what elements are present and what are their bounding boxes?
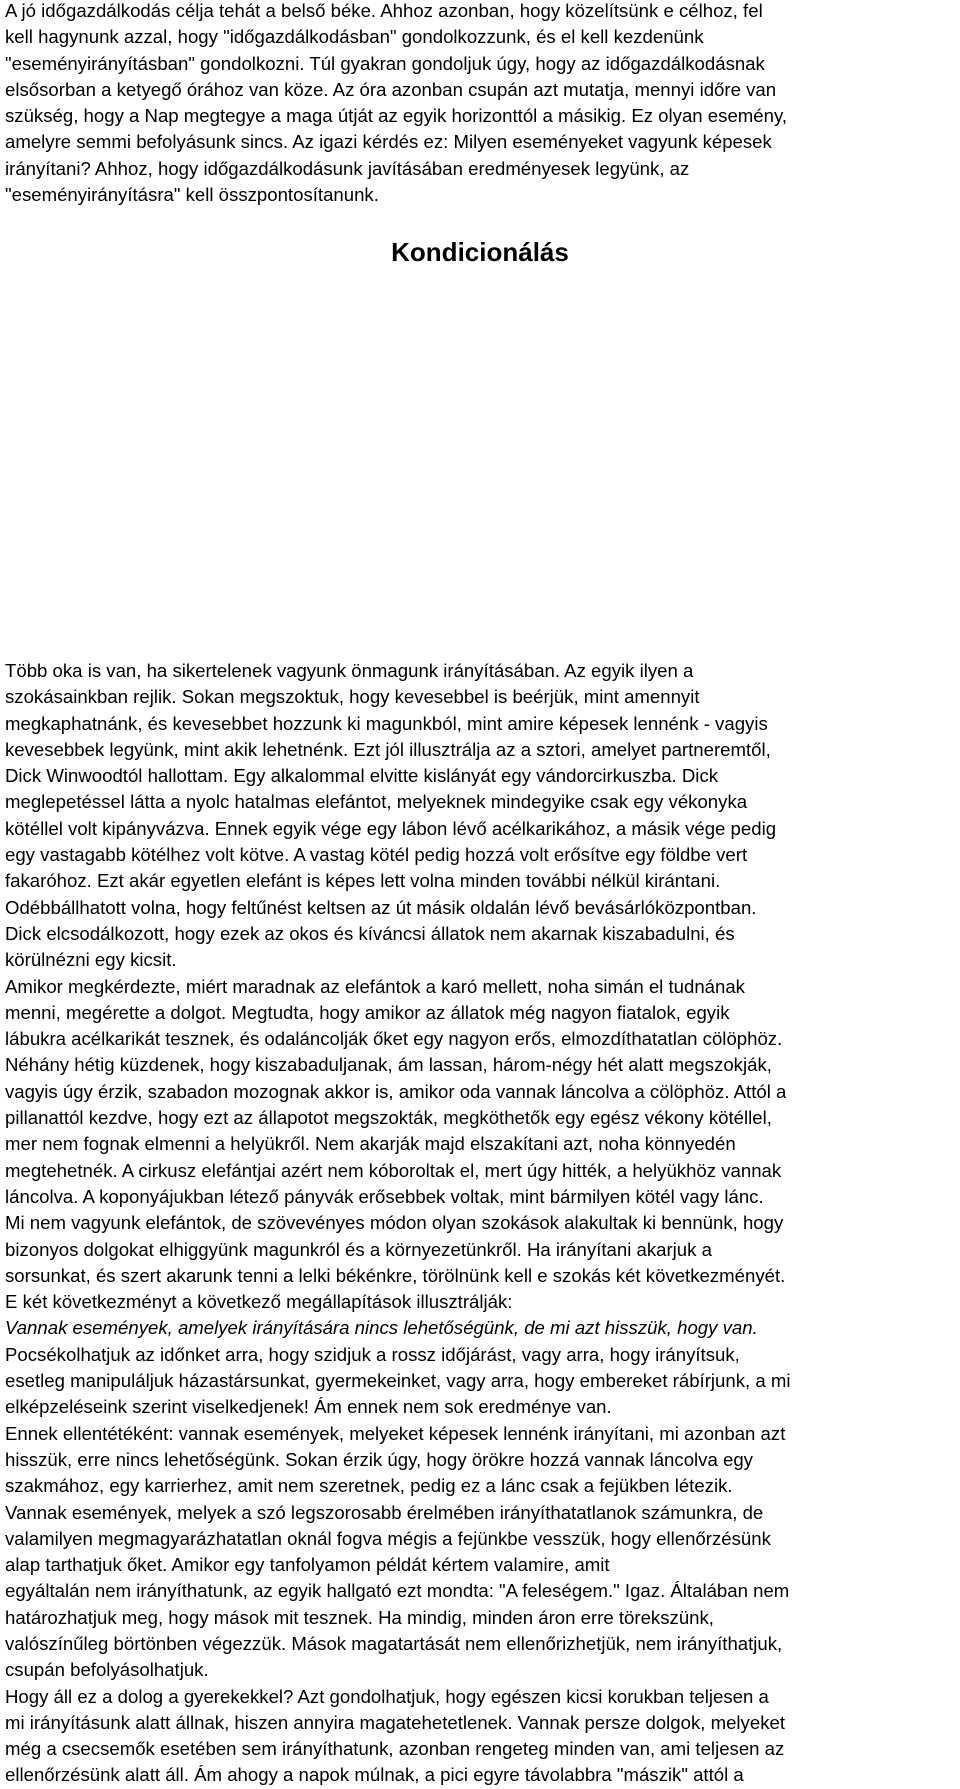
text-line: csupán befolyásolhatjuk.: [5, 1659, 209, 1681]
text-line: Hogy áll ez a dolog a gyerekekkel? Azt gondolhatjuk, hogy egészen kicsi korukban teljesen a: [5, 1685, 769, 1707]
text-line: határozhatjuk meg, hogy mások mit tesznek. Ha mindig, minden áron erre törekszünk,: [5, 1606, 714, 1628]
text-line: Dick Winwoodtól hallottam. Egy alkalommal elvitte kislányát egy vándorcirkuszba. Dick: [5, 765, 719, 787]
text-line: kell hagynunk azzal, hogy "időgazdálkodásban" gondolkozzunk, és el kell kezdenünk: [5, 26, 704, 48]
text-line: vagyis úgy érzik, szabadon mozognak akkor is, amikor oda vannak láncolva a cölöphöz. Attól a: [5, 1080, 787, 1102]
text-line: kötéllel volt kipányvázva. Ennek egyik vége egy lábon lévő acélkarikához, a másik vége pedig: [5, 817, 777, 839]
body-text: [5, 658, 960, 1789]
text-line: Pocsékolhatjuk az időnket arra, hogy szidjuk a rossz időjárást, vagy arra, hogy irányítsuk,: [5, 1343, 740, 1365]
text-line: sorsunkat, és szert akarunk tenni a lelki békénkre, törölnünk kell e szokás két következményét.: [5, 1264, 786, 1286]
text-line: Vannak események, amelyek irányítására nincs lehetőségünk, de mi azt hisszük, hogy van.: [5, 1317, 758, 1339]
text-line: megkaphatnánk, és kevesebbet hozzunk ki magunkból, mint amire képesek lennénk - vagyis: [5, 712, 768, 734]
text-line: elképzeléseink szerint viselkedjenek! Ám ennek nem sok eredménye van.: [5, 1396, 612, 1418]
text-line: mer nem fognak elmenni a helyükről. Nem akarják majd elszakítani azt, noha könnyedén: [5, 1133, 736, 1155]
text-line: E két következményt a következő megállapítások illusztrálják:: [5, 1291, 513, 1313]
text-line: "eseményirányításban" gondolkozni. Túl gyakran gondoljuk úgy, hogy az időgazdálkodásnak: [5, 52, 765, 74]
text-line: valószínűleg börtönben végezzük. Mások magatartását nem ellenőrizhetjük, nem irányíthatjuk,: [5, 1632, 783, 1654]
section-title: Kondicionálás: [391, 237, 569, 267]
text-line: Ennek ellentétéként: vannak események, melyeket képesek lennénk irányítani, mi azonban azt: [5, 1422, 786, 1444]
text-line: valamilyen megmagyarázhatatlan oknál fogva mégis a fejünkbe vesszük, hogy ellenőrzésünk: [5, 1527, 771, 1549]
text-line: ellenőrzésünk alatt áll. Ám ahogy a napok múlnak, a pici egyre távolabbra "mászik" attól a: [5, 1764, 744, 1786]
text-line: szükség, hogy a Nap megtegye a maga útját az egyik horizonttól a másikig. Ez olyan esemény,: [5, 105, 788, 127]
text-line: esetleg manipuláljuk házastársunkat, gyermekeinket, vagy arra, hogy embereket rábírjunk, a mi: [5, 1370, 791, 1392]
text-line: körülnézni egy kicsit.: [5, 949, 177, 971]
text-line: A jó időgazdálkodás célja tehát a belső béke. Ahhoz azonban, hogy közelítsünk e célhoz, fel: [5, 0, 763, 21]
text-line: szokásainkban rejlik. Sokan megszoktuk, hogy kevesebbel is beérjük, mint amennyit: [5, 686, 700, 708]
text-line: Dick elcsodálkozott, hogy ezek az okos és kíváncsi állatok nem akarnak kiszabadulni, és: [5, 922, 735, 944]
text-line: elsősorban a ketyegő órához van köze. Az óra azonban csupán azt mutatja, mennyi időre van: [5, 78, 777, 100]
text-line: "eseményirányításra" kell összpontosítanunk.: [5, 184, 379, 206]
text-line: lábukra acélkarikát tesznek, és odaláncolják őket egy nagyon erős, elmozdíthatatlan cölöphöz.: [5, 1028, 783, 1050]
text-line: irányítani? Ahhoz, hogy időgazdálkodásunk javításában eredményesek legyünk, az: [5, 157, 690, 179]
text-line: alap tarthatjuk őket. Amikor egy tanfolyamon példát kértem valamire, amit: [5, 1554, 610, 1576]
text-line: mi irányításunk alatt állnak, hiszen annyira magatehetetlenek. Vannak persze dolgok, melyeket: [5, 1711, 785, 1733]
text-line: amelyre semmi befolyásunk sincs. Az igazi kérdés ez: Milyen eseményeket vagyunk képesek: [5, 131, 772, 153]
text-line: Néhány hétig küzdenek, hogy kiszabaduljanak, ám lassan, három-négy hét alatt megszokják,: [5, 1054, 772, 1076]
text-line: megtehetnék. A cirkusz elefántjai azért nem kóboroltak el, mert úgy hitték, a helyükhöz vannak: [5, 1159, 782, 1181]
text-line: fakaróhoz. Ezt akár egyetlen elefánt is képes lett volna minden további nélkül kirántani.: [5, 870, 721, 892]
text-line: meglepetéssel látta a nyolc hatalmas elefántot, melyeknek mindegyike csak egy vékonyka: [5, 791, 748, 813]
text-line: bizonyos dolgokat elhiggyünk magunkról és a környezetünkről. Ha irányítani akarjuk a: [5, 1238, 712, 1260]
text-line: Odébbállhatott volna, hogy feltűnést keltsen az út másik oldalán lévő bevásárlóközpontban.: [5, 896, 757, 918]
text-line: láncolva. A koponyájukban létező pányvák erősebbek voltak, mint bármilyen kötél vagy lánc.: [5, 1185, 764, 1207]
text-line: Amikor megkérdezte, miért maradnak az elefántok a karó mellett, noha simán el tudnának: [5, 975, 745, 997]
text-line: Vannak események, melyek a szó legszorosabb érelmében irányíthatatlanok számunkra, de: [5, 1501, 764, 1523]
text-line: kevesebbek legyünk, mint akik lehetnénk. Ezt jól illusztrálja az a sztori, amelyet partneremtől,: [5, 738, 771, 760]
text-line: egy vastagabb kötélhez volt kötve. A vastag kötél pedig hozzá volt erősítve egy földbe vert: [5, 844, 748, 866]
text-line: pillanattól kezdve, hogy ezt az állapotot megszokták, megköthetők egy egész vékony kötéllel,: [5, 1107, 772, 1129]
text-line: menni, megérette a dolgot. Megtudta, hogy amikor az állatok még nagyon fiatalok, egyik: [5, 1001, 730, 1023]
text-line: még a csecsemők esetében sem irányíthatunk, azonban rengeteg minden van, ami teljesen az: [5, 1738, 785, 1760]
text-line: szakmához, egy karrierhez, amit nem szeretnek, pedig ez a lánc csak a fejükben létezik.: [5, 1475, 733, 1497]
intro-paragraph: [5, 0, 960, 208]
text-line: Mi nem vagyunk elefántok, de szövevényes módon olyan szokások alakultak ki bennünk, hogy: [5, 1212, 784, 1234]
text-line: Több oka is van, ha sikertelenek vagyunk önmagunk irányításában. Az egyik ilyen a: [5, 660, 694, 681]
text-line: hisszük, erre nincs lehetőségünk. Sokan érzik úgy, hogy örökre hozzá vannak láncolva egy: [5, 1448, 753, 1470]
text-line: egyáltalán nem irányíthatunk, az egyik hallgató ezt mondta: "A feleségem." Igaz. Általában nem: [5, 1580, 790, 1602]
